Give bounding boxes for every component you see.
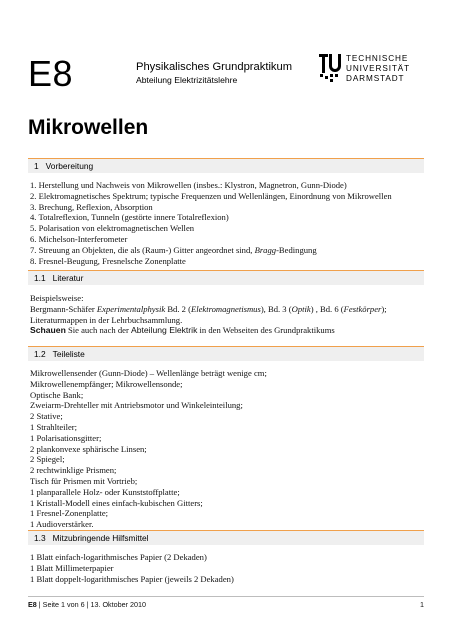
list-item-text: 7. Streuung an Objekten, die als (Raum-) Gitter angeordnet sind, [30, 244, 255, 255]
text: ); [381, 303, 387, 314]
university-name [346, 54, 410, 84]
list-item: Zweiarm-Drehteller mit Antriebsmotor und Winkeleinteilung; [30, 400, 243, 411]
footer-text: | Seite 1 von 6 | 13. Oktober 2010 [36, 600, 147, 609]
list-item: 3. Brechung, Reflexion, Absorption [30, 201, 153, 212]
list-item: Mikrowellensender (Gunn-Diode) – Wellenlänge beträgt wenige cm; [30, 368, 267, 378]
section-number: 1.1 [34, 273, 46, 283]
bragg-term: Bragg [254, 244, 277, 255]
volume-title: Optik [291, 303, 311, 314]
text: ) , Bd. 6 ( [310, 303, 344, 314]
literatur-reference [30, 304, 426, 315]
hilfsmittel-list [30, 552, 426, 584]
list-item: 1 Audioverstärker. [30, 519, 94, 530]
list-item: 1. Herstellung und Nachweis von Mikrowellen (insbes.: Klystron, Magnetron, Gunn-Diode) [30, 180, 347, 190]
experiment-code: E8 [28, 53, 74, 94]
section-heading: Mitzubringende Hilfsmittel [52, 533, 149, 543]
text: Sie auch nach der [65, 325, 131, 336]
section-header-vorbereitung [28, 158, 424, 173]
list-item [30, 245, 426, 256]
list-item: 1 Blatt Millimeterpapier [30, 562, 114, 573]
vorbereitung-list [30, 180, 426, 266]
tu-darmstadt-logo-icon [318, 52, 342, 82]
list-item: 1 Strahlteiler; [30, 421, 78, 432]
section-heading: Literatur [52, 273, 84, 283]
list-item: 2 Stative; [30, 411, 63, 422]
list-item: 1 Blatt einfach-logarithmisches Papier (2 Dekaden) [30, 552, 207, 562]
list-item: 5. Polarisation von elektromagnetischen Wellen [30, 223, 195, 234]
department-link[interactable]: Abteilung Elektrik [130, 325, 198, 336]
book-title: Experimentalphysik [96, 303, 166, 314]
list-item: 2. Elektromagnetisches Spektrum; typische Frequenzen und Wellenlängen, Einordnung von Mikrowellen [30, 190, 392, 201]
section-header-teileliste [28, 346, 424, 361]
emphasis: Schauen [30, 325, 66, 336]
volume-title: Elektromagnetismus [190, 303, 261, 314]
text: Bd. 2 ( [165, 303, 191, 314]
literatur-text [30, 293, 426, 336]
university-line: TECHNISCHE [346, 54, 409, 63]
list-item: 1 Fresnel-Zonenplatte; [30, 508, 109, 519]
list-item: Mikrowellenempfänger; Mikrowellensonde; [30, 378, 183, 389]
section-header-hilfsmittel [28, 530, 424, 545]
section-number: 1 [34, 161, 39, 171]
list-item: 2 rechtwinklige Prismen; [30, 465, 117, 476]
text: Bergmann-Schäfer [30, 303, 97, 314]
section-heading: Teileliste [52, 349, 85, 359]
list-item: Tisch für Prismen mit Vortrieb; [30, 475, 138, 486]
literatur-line: Literaturmappen in der Lehrbuchsammlung. [30, 314, 183, 325]
list-item: 8. Fresnel-Beugung, Fresnelsche Zonenplatte [30, 255, 186, 266]
list-item: 2 plankonvexe sphärische Linsen; [30, 443, 147, 454]
page-number: 1 [420, 600, 424, 609]
department-name: Abteilung Elektrizitätslehre [136, 75, 238, 85]
list-item: 1 Kristall-Modell eines einfach-kubischen Gitters; [30, 497, 203, 508]
list-item: Optische Bank; [30, 389, 84, 400]
footer-info [28, 600, 146, 610]
page-header [28, 50, 426, 98]
university-line: UNIVERSITÄT [346, 64, 411, 73]
list-item: 1 Polarisationsgitter; [30, 432, 102, 443]
section-number: 1.2 [34, 349, 46, 359]
list-item: 6. Michelson-Interferometer [30, 233, 128, 244]
section-heading: Vorbereitung [45, 161, 94, 171]
course-name: Physikalisches Grundpraktikum [136, 61, 293, 73]
list-item: 1 Blatt doppelt-logarithmisches Papier (jeweils 2 Dekaden) [30, 573, 234, 584]
literatur-hint [30, 325, 426, 336]
footer-divider [28, 596, 424, 597]
page-title: Mikrowellen [28, 116, 149, 139]
list-item: 2 Spiegel; [30, 454, 65, 465]
university-line: DARMSTADT [346, 74, 405, 83]
text: ), Bd. 3 ( [260, 303, 292, 314]
list-item: 1 planparallele Holz- oder Kunststoffplatte; [30, 486, 180, 497]
list-item: 4. Totalreflexion, Tunneln (gestörte innere Totalreflexion) [30, 212, 229, 223]
text: in den Webseiten des Grundpraktikums [197, 325, 335, 336]
section-number: 1.3 [34, 533, 46, 543]
volume-title: Festkörper [343, 303, 382, 314]
section-header-literatur [28, 270, 424, 285]
list-item-suffix: -Bedingung [276, 244, 317, 255]
literatur-intro: Beispielsweise: [30, 293, 84, 303]
footer-code: E8 [28, 600, 37, 609]
teileliste-list [30, 368, 426, 530]
